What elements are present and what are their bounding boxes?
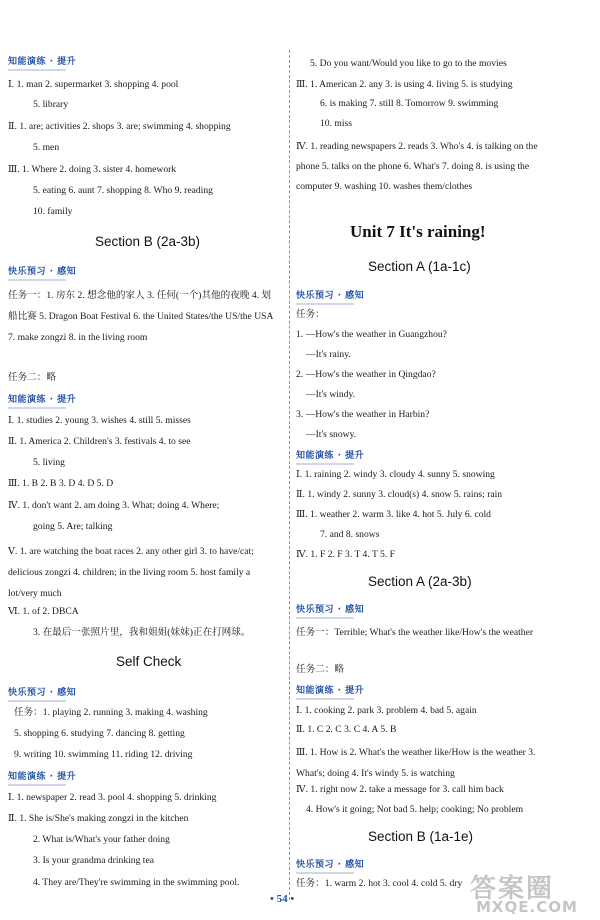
section-title: Section A (2a-3b) [368,574,472,589]
practice-label: 知能演练 · 提升 [8,769,76,786]
answer-line: 5. men [33,142,60,153]
section-title: Section B (2a-3b) [95,234,201,249]
answer-line: Ⅲ. 1. Where 2. doing 3. sister 4. homework [8,164,177,175]
page-number: • 54 • [270,893,295,905]
answer-line: 10. family [33,206,73,217]
answer-line: Ⅲ. 1. weather 2. warm 3. like 4. hot 5. July 6. cold [296,509,491,520]
preview-label: 快乐预习 · 感知 [8,264,76,281]
watermark-text-en: MXQE.COM [476,898,578,916]
answer-line: 任务：1. playing 2. running 3. making 4. washing [14,707,208,718]
answer-line: 5. Do you want/Would you like to go to the movies [310,58,507,69]
answer-paragraph: Ⅳ. 1. reading newspapers 2. reads 3. Who's 4. is talking on the phone 5. talks on the phone 6. What's 7. doing 8. is using the computer 9. washing 10. washes them/clothes [296,141,538,192]
practice-label: 知能演练 · 提升 [8,392,76,409]
section-title: Section A (1a-1c) [368,259,471,274]
answer-line: Ⅱ. 1. C 2. C 3. C 4. A 5. B [296,724,397,735]
answer-line: 3. Is your grandma drinking tea [33,855,154,866]
unit-title: Unit 7 It's raining! [350,222,486,241]
answer-line: 5. shopping 6. studying 7. dancing 8. getting [14,728,185,739]
answer-line: Ⅰ. 1. studies 2. young 3. wishes 4. still 5. misses [8,415,191,426]
preview-label: 快乐预习 · 感知 [296,288,364,305]
answer-line: 4. How's it going; Not bad 5. help; cooking; No problem [306,804,524,815]
answer-paragraph: Ⅴ. 1. are watching the boat races 2. any other girl 3. to have/cat; delicious zongzi 4. children; in the living room 5. host family a lot/very much [8,546,254,599]
practice-label: 知能演练 · 提升 [296,683,364,700]
answer-line: Ⅰ. 1. newspaper 2. read 3. pool 4. shopping 5. drinking [8,792,217,803]
column-divider [289,50,291,900]
watermark-text-cn: 答案圈 [470,874,555,904]
answer-line: Ⅲ. 1. B 2. B 3. D 4. D 5. D [8,478,114,489]
answer-line: 2. What is/What's your father doing [33,834,170,845]
watermark-logo [470,868,596,916]
answer-line: 任务：1. warm 2. hot 3. cool 4. cold 5. dry [296,878,463,889]
answer-line: 3. —How's the weather in Harbin? [296,409,430,420]
practice-label: 知能演练 · 提升 [296,448,364,465]
task-two: 任务二：略 [296,664,344,675]
answer-line: Ⅰ. 1. raining 2. windy 3. cloudy 4. sunny 5. snowing [296,469,495,480]
answer-line: 4. They are/They're swimming in the swimming pool. [33,877,240,888]
practice-label: 知能演练 · 提升 [8,54,76,71]
answer-line: Ⅰ. 1. man 2. supermarket 3. shopping 4. pool [8,79,179,90]
preview-label: 快乐预习 · 感知 [296,857,364,874]
answer-line: 10. miss [320,118,352,129]
task-one: 任务一：1. 房东 2. 想念他的家人 3. 任何(一个)其他的夜晚 4. 划船比赛 5. Dragon Boat Festival 6. the United States/the US/the USA 7. make zongzi 8. in the living room [8,290,273,343]
section-title: Self Check [116,654,182,669]
answer-line: 7. and 8. snows [320,529,380,540]
answer-line: 1. —How's the weather in Guangzhou? [296,329,447,340]
answer-line: Ⅳ. 1. F 2. F 3. T 4. T 5. F [296,549,395,560]
answer-line: 9. writing 10. swimming 11. riding 12. driving [14,749,193,760]
answer-line: —It's rainy. [306,349,351,360]
answer-line: Ⅳ. 1. don't want 2. am doing 3. What; doing 4. Where; [8,500,220,511]
answer-line: Ⅲ. 1. American 2. any 3. is using 4. living 5. is studying [296,79,513,90]
preview-label: 快乐预习 · 感知 [8,685,76,702]
answer-line: —It's windy. [306,389,356,400]
answer-paragraph: Ⅲ. 1. How is 2. What's the weather like/How is the weather 3. What's; doing 4. It's windy 5. is watching [296,747,536,779]
answer-line: Ⅱ. 1. windy 2. sunny 3. cloud(s) 4. snow 5. rains; rain [296,489,503,500]
answer-line: Ⅵ. 1. of 2. DBCA [8,606,79,617]
answer-line: 2. —How's the weather in Qingdao? [296,369,436,380]
answer-line: Ⅱ. 1. America 2. Children's 3. festivals 4. to see [8,436,191,447]
answer-line: 5. living [33,457,65,468]
answer-line: Ⅳ. 1. right now 2. take a message for 3. call him back [296,784,504,795]
answer-line: 5. library [33,99,69,110]
answer-line: Ⅱ. 1. She is/She's making zongzi in the kitchen [8,813,189,824]
preview-label: 快乐预习 · 感知 [296,602,364,619]
task-two: 任务二：略 [8,372,56,383]
answer-line: 任务： [296,309,325,320]
answer-line: 3. 在最后一张照片里，我和姐姐(妹妹)正在打网球。 [33,627,251,638]
answer-line: 6. is making 7. still 8. Tomorrow 9. swimming [320,98,499,109]
answer-line: 5. eating 6. aunt 7. shopping 8. Who 9. reading [33,185,213,196]
answer-line: —It's snowy. [306,429,357,440]
answer-line: Ⅰ. 1. cooking 2. park 3. problem 4. bad 5. again [296,705,477,716]
task-one: 任务一：Terrible; What's the weather like/How's the weather [296,627,534,638]
answer-line: going 5. Are; talking [33,521,113,532]
section-title: Section B (1a-1e) [368,829,474,844]
answer-line: Ⅱ. 1. are; activities 2. shops 3. are; swimming 4. shopping [8,121,231,132]
